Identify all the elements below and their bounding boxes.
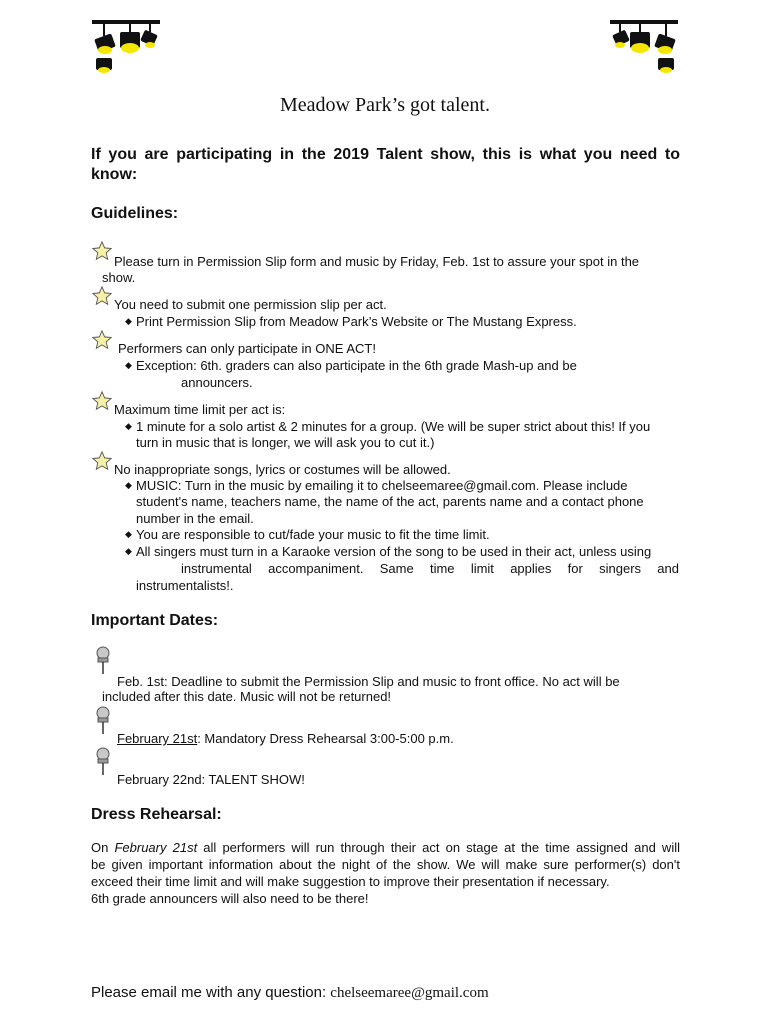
guideline-1-text: Please turn in Permission Slip form and music by Friday, Feb. 1st to assure your spot in the (114, 254, 640, 269)
guideline-5-karaoke-cont-1: instrumental accompaniment. Same time limit applies for singers and (181, 561, 679, 576)
footer (91, 984, 489, 1002)
stage-lights-icon (90, 18, 162, 76)
guideline-3-text: Performers can only participate in ONE ACT! (118, 341, 376, 356)
date-3: February 22nd: TALENT SHOW! (117, 772, 305, 787)
guideline-5-music-cont-1: student's name, teachers name, the name of the act, parents name and a contact phone (136, 494, 644, 509)
dates-heading: Important Dates: (91, 612, 219, 629)
guideline-1-cont: show. (102, 270, 136, 285)
stage-lights-icon (608, 18, 680, 76)
pushpin-icon (94, 746, 112, 776)
rehearsal-line-4: 6th grade announcers will also need to be there! (91, 891, 369, 906)
star-icon (91, 240, 113, 262)
rehearsal-line-2: be given important information about the night of the show. We will make sure performer(s) don't (91, 857, 680, 872)
star-icon (91, 450, 113, 472)
star-icon (91, 390, 113, 412)
date-1-line1: Feb. 1st: Deadline to submit the Permission Slip and music to front office. No act will be (117, 674, 620, 689)
rehearsal-line-1: On February 21st all performers will run through their act on stage at the time assigned and will (91, 840, 680, 855)
guideline-3-bullet-cont: announcers. (181, 375, 253, 390)
guideline-5-music-cont-2: number in the email. (136, 511, 254, 526)
guideline-4-bullet-cont: turn in music that is longer, we will ask you to cut it.) (136, 435, 435, 450)
page-title: Meadow Park’s got talent. (280, 94, 490, 116)
pushpin-icon (94, 705, 112, 735)
star-icon (91, 329, 113, 351)
date-2-rest: : Mandatory Dress Rehearsal 3:00-5:00 p.m. (197, 731, 454, 746)
date-2-date: February 21st (117, 731, 198, 746)
footer-label: Please email me with any question: (91, 984, 331, 1001)
guideline-2-text: You need to submit one permission slip per act. (114, 297, 387, 312)
date-2 (117, 730, 454, 747)
guidelines-heading: Guidelines: (91, 205, 179, 222)
rehearsal-heading: Dress Rehearsal: (91, 806, 222, 823)
footer-email-link[interactable]: chelseemaree@gmail.com (330, 985, 489, 1001)
guideline-5-text: No inappropriate songs, lyrics or costumes will be allowed. (114, 462, 451, 477)
intro-text: If you are participating in the 2019 Talent show, this is what you need to know: (91, 146, 680, 183)
guideline-5-karaoke-cont-2: instrumentalists!. (136, 578, 234, 593)
pushpin-icon (94, 645, 112, 675)
guideline-4-text: Maximum time limit per act is: (114, 402, 286, 417)
date-1-line2: included after this date. Music will not be returned! (102, 689, 392, 704)
star-icon (91, 285, 113, 307)
rehearsal-line-3: exceed their time limit and will make suggestion to improve their presentation if necessary. (91, 874, 610, 889)
